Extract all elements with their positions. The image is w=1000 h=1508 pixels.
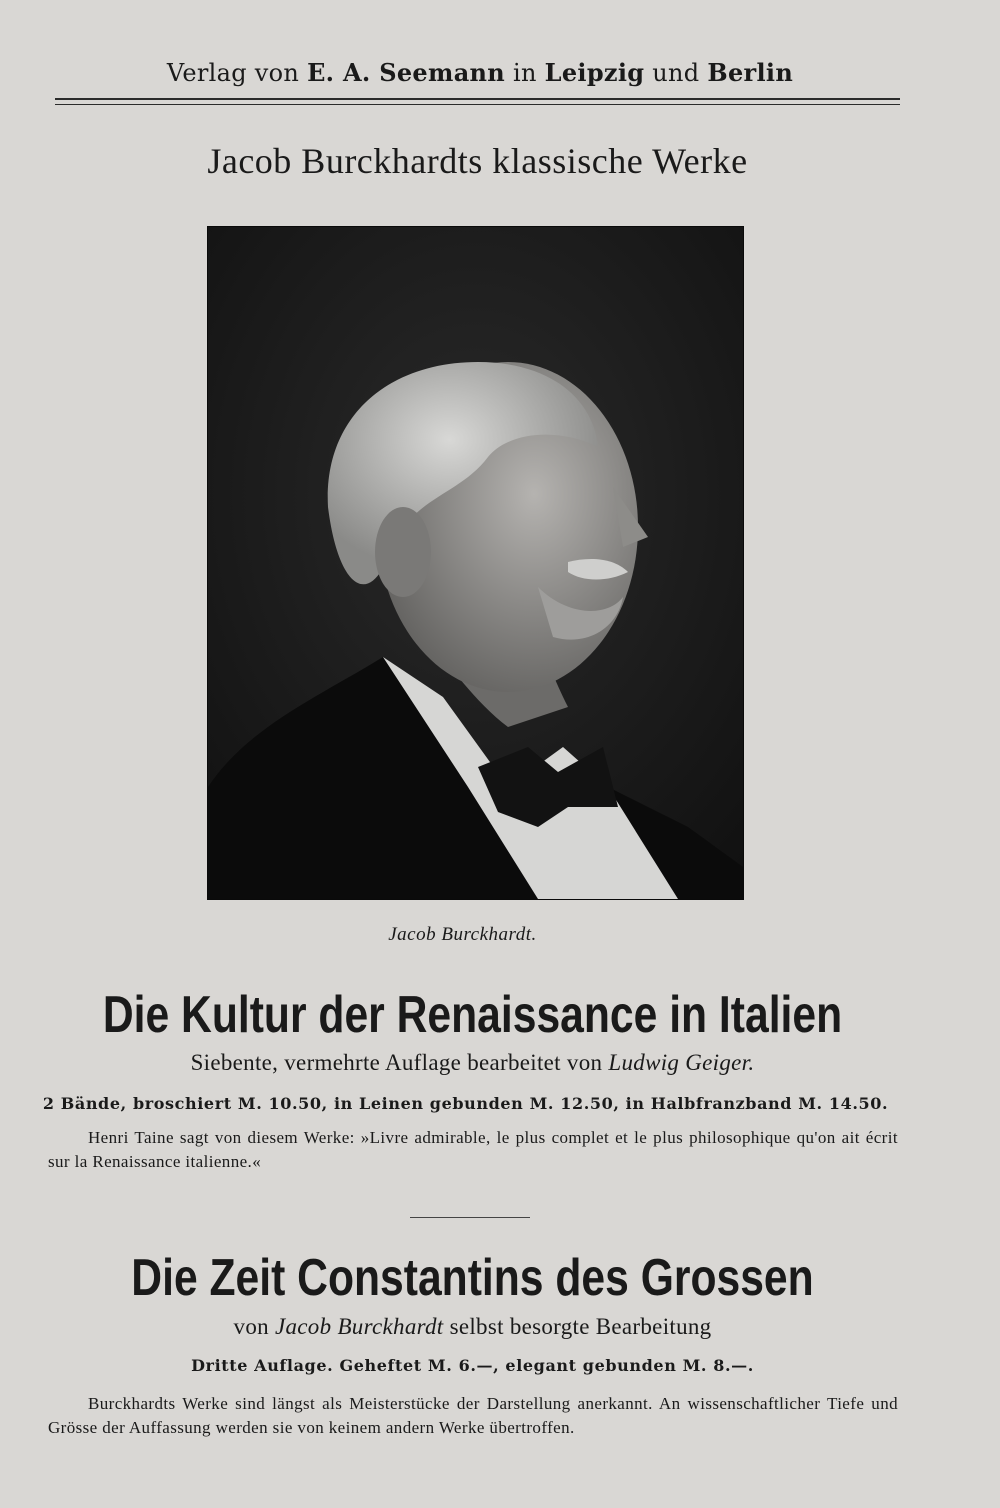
book2-edition-prefix: von [233,1314,269,1339]
book2-edition-suffix: selbst besorgte Bearbeitung [449,1314,712,1339]
section-divider [410,1217,530,1218]
portrait-caption: Jacob Burckhardt. [388,924,537,945]
publisher-prefix: Verlag von [166,59,300,87]
publisher-city-berlin: Berlin [707,58,794,87]
book1-edition [0,1050,945,1076]
book2-edition [0,1314,945,1340]
publisher-city-leipzig: Leipzig [544,58,645,87]
portrait-photo [207,226,744,900]
book1-editor: Ludwig Geiger. [608,1050,755,1075]
publisher-mid: in [512,59,537,87]
publisher-and: und [652,59,700,87]
book2-quote: Burckhardts Werke sind längst als Meisterstücke der Darstellung anerkannt. An wissenschaftlicher Tiefe und Grösse der Auffassung werden sie von keinem andern Werke übertroffen. [48,1394,898,1437]
portrait-illustration [208,227,743,899]
series-title: Jacob Burckhardts klassische Werke [207,141,748,181]
book1-quote: Henri Taine sagt von diesem Werke: »Livre admirable, le plus complet et le plus philosophique qu'on ait écrit sur la Renaissance italienne.« [48,1128,898,1171]
book2-author: Jacob Burckhardt [274,1314,444,1339]
header-divider [55,98,900,105]
publisher-header [0,58,960,87]
book2-price: Dritte Auflage. Geheftet M. 6.—, elegant gebunden M. 8.—. [191,1356,754,1375]
book2-title: Die Zeit Constantins des Grossen [131,1249,814,1307]
book1-price: 2 Bände, broschiert M. 10.50, in Leinen gebunden M. 12.50, in Halbfranzband M. 14.50. [42,1094,889,1113]
book1-title: Die Kultur der Renaissance in Italien [102,986,843,1044]
publisher-name: E. A. Seemann [307,58,506,87]
book1-edition-text: Siebente, vermehrte Auflage bearbeitet von [190,1050,603,1075]
